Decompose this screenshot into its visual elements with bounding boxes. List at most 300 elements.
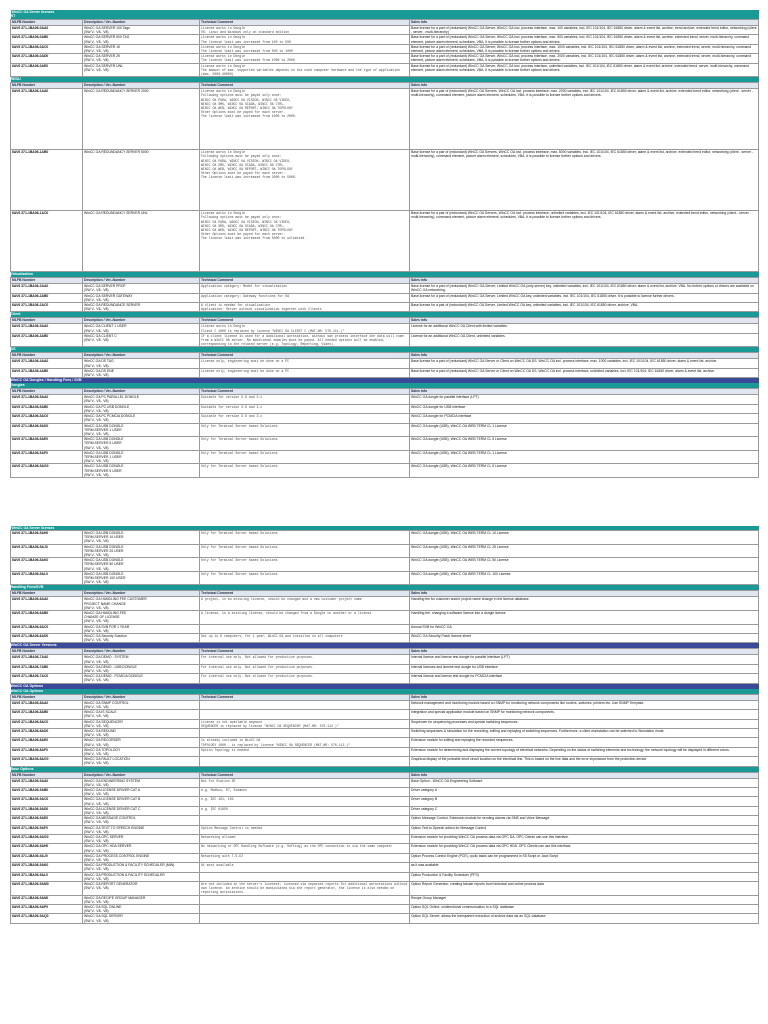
cell-comment [200,757,410,766]
table-row [11,905,759,914]
cell-description: WinCC OA USB DONGLE TERM.SERVER 1 USER (SW V.. V8.. V8) [83,450,200,464]
table-row [11,611,759,625]
cell-sales-info: Base license for a part of (redundant) WinCC OA Server or Client on WinCC OA DS, WinCC OA incl. process interface, unlimited variables, incl. IEC 101/104, IEC 61850 driver, alarm & event list, archive. [410,368,759,377]
cell-comment: Only for Terminal Server based Solutions [200,450,410,464]
cell-part-number: 6AV6 371-1BA06-8AA0 [11,700,83,709]
cell-comment: License works in Dongle The license limit was increased from 1000 to 2000 [200,54,410,63]
table-row [11,35,759,44]
cell-part-number: 6AV6 371-1BA06-7AC0 [11,674,83,683]
cell-part-number: 6AV6 371-1BA06-2AC0 [11,303,83,312]
header-part-number: MLFB Number [11,318,83,324]
cell-part-number: 6AV6 371-1BA06-8AF0 [11,747,83,756]
cell-sales-info: WinCC OA dongle (USB), WinCC OA WEB TERM CL 1 License [410,423,759,437]
cell-part-number: 6AV6 371-1BA06-5AF0 [11,450,83,464]
cell-description: WinCC OA REDUNDANCY SERVER 2000 [83,89,200,150]
header-sales-info: Sales Info [410,278,759,284]
cell-part-number: 6AV6 371-1BA06-5AC0 [11,414,83,423]
cell-part-number: 6AV6 371-1BA06-0AB0 [11,35,83,44]
cell-part-number: 6AV6 371-1BA06-9AQ0 [11,914,83,923]
cell-part-number: 6AV6 371-1BA06-8AC0 [11,719,83,728]
cell-part-number: 6AV6 371-1BA06-8AE0 [11,738,83,747]
table-row [11,26,759,35]
cell-description: WinCC OA PC PARALLEL DONGLE (SW V.. V8.. V8) [83,395,200,404]
cell-description: WinCC OA SERVER 500 TAG (SW V.. V8.. V8) [83,35,200,44]
table-row [11,710,759,719]
cell-sales-info: Option Process Control Engine (PCE), cyclic tasks can be programmed in S5 Script or Java Script [410,853,759,862]
table-row [11,806,759,815]
cell-part-number: 6AV6 371-1BA06-5AB0 [11,404,83,413]
cell-sales-info: Driver category B [410,797,759,806]
cell-description: WinCC OA DS ENE (SW V.. V8.. V8) [83,368,200,377]
table-row [11,719,759,728]
cell-description: WinCC OA PRODUCTION & FACILITY SCHEDULER (SW V.. V8.. V8) [83,872,200,881]
cell-part-number: 6AV6 371-1BA06-5AA0 [11,395,83,404]
table-row [11,895,759,904]
header-part-number: MLFB Number [11,591,83,597]
cell-part-number: 6AV6 371-1BA06-4AA0 [11,359,83,368]
table-row [11,211,759,272]
header-description: Description / Ver.-Number [83,649,200,655]
cell-sales-info: Option SQL Server, allows the transparent execution of archive data via an SQL database [410,914,759,923]
cell-description: WinCC OA CLIENT C (SW V.. V8.. V8) [83,333,200,347]
cell-description: WinCC OA IS SCALE (SW V.. V8.. V8) [83,710,200,719]
cell-sales-info: WinCC OA dongle for PCMCIA interface [410,414,759,423]
cell-comment [200,624,410,633]
cell-comment: Only for Terminal Server based Solutions [200,571,410,585]
cell-comment: Option Message Control is needed [200,825,410,834]
cell-sales-info: Option Production & Facility Scheduler (PFS) [410,872,759,881]
cell-sales-info: Base license for a pair of (redundant) WinCC OA Servers, WinCC OA incl. process interface, max. 5000 variables, incl. IEC 101/104, IEC 61850 driver, alarm & event list, archive, extended trend editor, networking (client - server - multi-hierarchy), command element, picture alarm element, schedules, VBA. It is possible to license further options and drivers. [410,150,759,211]
cell-sales-info: Extension module for providing WinCC OA process data via OPC DA. OPC Clients can use this interface. [410,834,759,843]
cell-comment: License works in Dongle Following options must be payed only once: WINCC OA PARA, WINCC OA VISION, WINCC OA VIDEO, WINCC OA SMS, WINCC OA SCADA, WINCC OA CTRL, WINCC OA WEB, WINCC OA REPORT, WINCC OA TOPOLOGY Other Options must be payed for each server. The license limit was increased from 1000 to 2000. [200,89,410,150]
cell-description: WinCC OA PROCESS CONTROL ENGINE (SW V.. V8.. V8) [83,853,200,862]
header-sales-info: Sales Info [410,389,759,395]
table-row [11,872,759,881]
cell-comment [200,872,410,881]
cell-sales-info: Base license for a part of (redundant) WinCC OA Server, Limited WinCC OA (only server) key, unlimited variables, incl. IEC 101/104, IEC 61850 driver, alarm & event list, archive, VBA. No further options or drivers are available on WinCC OA networking. [410,284,759,293]
header-description: Description / Ver.-Number [83,694,200,700]
cell-comment [200,816,410,825]
section-title: DS [11,347,759,353]
header-description: Description / Ver.-Number [83,20,200,26]
cell-description: WinCC OA REDUNDANCY SERVER 5000 [83,150,200,211]
table-row [11,284,759,293]
cell-description: WinCC OA REDUND (SW V.. V8.. V8) [83,728,200,737]
table-row [11,597,759,611]
license-table-page-1 [10,10,759,478]
section-title: RT [11,14,759,20]
cell-comment: e.g. IEC 101, 104 [200,797,410,806]
cell-part-number: 6AV6 371-1BA06-0AD0 [11,54,83,63]
table-row [11,44,759,53]
cell-sales-info: WinCC OA dongle (USB), WinCC OA WEB TERM CL 10 License [410,531,759,545]
table-row [11,571,759,585]
cell-part-number: 6AV6 371-1BA06-0AA0 [11,26,83,35]
header-sales-info: Sales Info [410,591,759,597]
header-comment: Technical Comment [200,20,410,26]
cell-comment: Only for Terminal Server based Solutions [200,544,410,558]
cell-description: WinCC OA SERVER 2K (SW V.. V8.. V8) [83,54,200,63]
table-row [11,414,759,423]
cell-sales-info: Base license for a part of (redundant) WinCC OA Server, Limited WinCC OA key, unlimited variables, incl. IEC 101/104, IEC 61850 driver. It is possible to license further drivers. [410,293,759,302]
cell-sales-info: Option Report Generator, creating tabular reports from historical and online process data [410,882,759,896]
cell-sales-info: Option SQL Online, unidirectional communication to a SQL database [410,905,759,914]
table-row [11,834,759,843]
cell-part-number: 6AV6 371-1BA06-9AG0 [11,834,83,843]
cell-description: WinCC OA Security Solution (SW V.. V8.. V8) [83,634,200,643]
cell-sales-info: Internal license and license test dongle for parallel interface (LPT) [410,655,759,664]
cell-part-number: 6AV6 371-1BA06-8AB0 [11,710,83,719]
cell-sales-info: Extension module for providing WinCC OA process data via OPC HDA. OPC Clients can use this interface. [410,844,759,853]
cell-part-number: 6AV6 371-1BA06-8AD0 [11,728,83,737]
cell-sales-info: Base license for a part of (redundant) WinCC OA Server or Client on WinCC OA DS, WinCC OA incl. process interface, max. 1000 variables, incl. IEC 101/104, IEC 61850 driver, alarm & event list, archive. [410,359,759,368]
cell-comment: Suitable for version 3.6 and 3.x [200,404,410,413]
cell-part-number: 6AV6 371-1BA06-9AF0 [11,825,83,834]
cell-comment: Only for Terminal Server based Solutions [200,423,410,437]
header-comment: Technical Comment [200,318,410,324]
sheet-page-1 [10,10,758,478]
cell-part-number: 6AV6 371-1BA06-1AB0 [11,150,83,211]
cell-part-number: 6AV6 371-1BA06-5AG0 [11,464,83,478]
cell-comment [200,728,410,737]
cell-part-number: 6AV6 371-1BA06-9AM0 [11,882,83,896]
header-description: Description / Ver.-Number [83,83,200,89]
cell-part-number: 6AV6 371-1BA06-9AB0 [11,787,83,796]
cell-comment: Not for Station SE [200,778,410,787]
table-row [11,450,759,464]
table-row [11,844,759,853]
cell-description: WinCC OA SERVER GATEWAY (SW V.. V8.. V8) [83,293,200,302]
cell-sales-info: Network management and monitoring module based on SNMP for monitoring network components like routers, switches, printers etc. Use SNMP Template. [410,700,759,709]
cell-comment: License works in Dongle Following options must be payed only once: WINCC OA PARA, WINCC OA VISION, WINCC OA VIDEO, WINCC OA SMS, WINCC OA SCADA, WINCC OA CTRL, WINCC OA WEB, WINCC OA REPORT, WINCC OA TOPOLOGY Other Options must be payed for each server. The license limit was increased from 2000 to 5000. [200,150,410,211]
table-row [11,359,759,368]
header-comment: Technical Comment [200,649,410,655]
cell-sales-info: Internal license and license test dongle for PCMCIA interface [410,674,759,683]
cell-sales-info: License for an additional WinCC OA Client with limited variables. [410,324,759,333]
header-comment: Technical Comment [200,591,410,597]
cell-description: WinCC OA FAULT LOCATION (SW V.. V8.. V8) [83,757,200,766]
table-row [11,423,759,437]
cell-description: WinCC OA SERVER 1K (SW V.. V8.. V8) [83,44,200,53]
sheet-title-text: WinCC OA Server licenses [11,526,759,531]
header-sales-info: Sales Info [410,694,759,700]
cell-description: WinCC OA SVB FOR 1 YEAR (SW V.. V8.. V8) [83,624,200,633]
header-comment: Technical Comment [200,772,410,778]
header-description: Description / Ver.-Number [83,772,200,778]
table-row [11,464,759,478]
cell-sales-info: WinCC OA dongle (USB), WinCC OA WEB TERM CL 50 License [410,558,759,572]
header-part-number: MLFB Number [11,278,83,284]
cell-sales-info: Integration and special application module based on SNMP for monitoring network components. [410,710,759,719]
cell-comment: If a client licence is used for a additional workstation, without own process interface the data will come from a WinCC OA server. No additional modules must be payed. All needed options will be enabled, corresponding to the related server (e.g. Topology, Reporting, Video). [200,333,410,347]
header-description: Description / Ver.-Number [83,278,200,284]
table-row [11,914,759,923]
cell-description: WinCC OA SEQUENCER (SW V.. V8.. V8) [83,719,200,728]
cell-part-number: 6AV6 371-1BA06-6AC0 [11,624,83,633]
table-row [11,404,759,413]
section-title: Dongles [11,383,759,389]
cell-part-number: 6AV6 371-1BA06-5AL0 [11,571,83,585]
cell-comment: License works in Dongle Client C 1000 is replaced by license "WINCC OA CLIENT C (MAT-NR: 570-111-)" [200,324,410,333]
cell-description: WinCC OA SERVER UNL (SW V.. V8.. V8) [83,63,200,77]
license-table-page-2 [10,526,759,924]
cell-part-number: 6AV6 371-1BA06-9AD0 [11,806,83,815]
cell-description: WinCC OA USB DONGLE TERM.SERVER 5 USER (SW V.. V8.. V8) [83,437,200,451]
cell-description: WinCC OA SQL ONLINE (SW V.. V8.. V8) [83,905,200,914]
cell-description: WinCC OA LICENSE DRIVER CAT B (SW V.. V8.. V8) [83,797,200,806]
cell-description: WinCC OA TOPOLOGY (SW V.. V8.. V8) [83,747,200,756]
table-row [11,531,759,545]
cell-part-number: 6AV6 371-1BA06-2AB0 [11,293,83,302]
cell-comment: Are not included in the server's licenses; licensed via separate reports for additional workstations without own license. An archive should be manipulated via the report generator, the license is also needed on reporting workstations. [201,882,410,895]
cell-comment: Application category: Gateway functions for OA [200,293,410,302]
header-comment: Technical Comment [200,389,410,395]
table-body-page-2 [11,526,759,923]
cell-comment: A client is needed for visualization Application: Server without visualization together with Clients [200,303,410,312]
cell-description: WinCC OA USB DONGLE TERM.SERVER 5 USER (SW V.. V8.. V8) [83,464,200,478]
cell-description: WinCC OA DEMO - SYSTEM (SW V.. V8.. V8) [83,655,200,664]
table-row [11,728,759,737]
cell-sales-info: Driver category C [410,806,759,815]
cell-description: WinCC OA SERVER PROF (SW V.. V8.. V8) [83,284,200,293]
cell-part-number: 6AV6 371-1BA06-9AC0 [11,797,83,806]
sheet-page-2 [10,526,758,924]
cell-comment: License works in Dongle OS: Linux and Windows only on standard edition [200,26,410,35]
header-part-number: MLFB Number [11,353,83,359]
header-part-number: MLFB Number [11,20,83,26]
header-part-number: MLFB Number [11,83,83,89]
section-title: WinCC OA Options [11,683,759,689]
table-row [11,655,759,664]
cell-description: WinCC OA REDUNDANCE SERVER (SW V.. V8.. V8) [83,303,200,312]
cell-sales-info: WinCC OA dongle for USB interface [410,404,759,413]
table-row [11,437,759,451]
cell-description: WinCC OA REDUNDANCY SERVER UNL [83,211,200,272]
cell-comment: Networking allowed [200,834,410,843]
cell-description: WinCC OA MESSAGE CONTROL (SW V.. V8.. V8) [83,816,200,825]
cell-comment: For internal use only. Not allowed for productive purposes. [200,664,410,673]
sheet-title-text: WinCC OA Server licenses [11,10,759,14]
cell-description: WinCC OA CLIENT 1 USER (SW V.. V8.. V8) [83,324,200,333]
cell-description: WinCC OA LICENSE DRIVER CAT A (SW V.. V8.. V8) [83,787,200,796]
cell-description: WinCC OA SNMP CONTROL (SW V.. V8.. V8) [83,700,200,709]
header-description: Description / Ver.-Number [83,318,200,324]
header-comment: Technical Comment [200,694,410,700]
table-row [11,757,759,766]
header-description: Description / Ver.-Number [83,353,200,359]
header-description: Description / Ver.-Number [83,591,200,597]
cell-comment: e.g. IEC 61850 [200,806,410,815]
cell-comment: Networking with T-S-E2 [200,853,410,862]
header-part-number: MLFB Number [11,389,83,395]
cell-sales-info: Annual SVB for WinCC OA [410,624,759,633]
cell-description: WinCC OA USB DONGLE TERM.SERVER 25 USER (SW V.. V8.. V8) [83,544,200,558]
cell-comment: A project, in an existing license, should be changed and a new customer project name [200,597,410,611]
cell-comment: License only, engineering must be done on a PC [200,359,410,368]
cell-comment: Application category: Model for visualization [200,284,410,293]
cell-part-number: 6AV6 371-1BA06-9AA0 [11,778,83,787]
cell-part-number: 6AV6 371-1BA06-5AE0 [11,437,83,451]
table-row [11,54,759,63]
cell-sales-info: Option Text to Speech addon for Message Control [410,825,759,834]
cell-part-number: 6AV6 371-1BA06-9AH0 [11,844,83,853]
cell-sales-info: WinCC OA dongle (USB), WinCC OA WEB TERM CL 100 License [410,571,759,585]
cell-comment: License works in Dongle Following options must be payed only once: WINCC OA PARA, WINCC OA VISION, WINCC OA VIDEO, WINCC OA SMS, WINCC OA SCADA, WINCC OA CTRL, WINCC OA WEB, WINCC OA REPORT, WINCC OA TOPOLOGY Other Options must be payed for each server. The license limit was increased from 5000 to unlimited. [200,211,410,272]
cell-description: WinCC OA RECIPE GROUP MANAGER (SW V.. V8.. V8) [83,895,200,904]
cell-sales-info: WinCC OA dongle (USB), WinCC OA WEB TERM CL 5 License [410,464,759,478]
cell-part-number: 6AV6 371-1BA06-9AK0 [11,863,83,872]
cell-sales-info: Base license for a part of (redundant) WinCC OA Server, WinCC OA incl. process interface, max. 100 variables, incl. IEC 101/104, IEC 61850 driver, alarm & event list, archive, trend archive, extended trend editor, networking (client - server - multi-hierarchy) [411,26,758,35]
table-body-page-1 [11,10,759,477]
cell-part-number: 6AV6 371-1BA06-9AN0 [11,895,83,904]
cell-sales-info: Base license for a part of (redundant) WinCC OA Server, WinCC OA incl. process interface, max. 1000 variables, incl. IEC 101/104, IEC 61850 driver, alarm & event list, archive, extended trend, server, multi-hierarchy, command element, picture alarm element, schedules, VBA. It is possible to license further options and drivers. [410,44,759,53]
cell-description: WinCC OA PC PCMCIA DONGLE (SW V.. V8.. V8) [83,414,200,423]
header-sales-info: Sales Info [410,83,759,89]
cell-description: WinCC OA HANDLING FEE CUSTOMER PROJECT NAME CHANGE (SW V.. V8.. V8) [83,597,200,611]
cell-comment: Set up to 6 computers, for 1 year, WinCC OA and installed on all computers [200,634,410,643]
cell-description: WinCC OA HANDLING FEE CHANGE OF LICENSE (SW V.. V8.. V8) [83,611,200,625]
table-row [11,700,759,709]
header-description: Description / Ver.-Number [83,389,200,395]
cell-sales-info: Base Option - WinCC OA Engineering Software [410,778,759,787]
cell-comment: e.g. Modbus, S7, Siemens [200,787,410,796]
cell-description: WinCC OA SERVER 100 Tags (SW V.. V8.. V8) [83,26,200,35]
section-title: Virtualization [11,272,759,278]
header-sales-info: Sales Info [410,353,759,359]
table-row [11,738,759,747]
section-title: Client [11,312,759,318]
table-row [11,747,759,756]
table-row [11,303,759,312]
cell-sales-info: Base license for a pair of (redundant) WinCC OA Server, Limited WinCC OA key, unlimited variables, incl. IEC 101/104, IEC 61850 driver, archive, VBA. [410,303,759,312]
table-row [11,293,759,302]
cell-part-number: 6AV6 371-1BA06-9AJ0 [11,853,83,862]
cell-comment: No networking or OPC Handling Software (e.g. Softing) as the OPC connection is via the same computer [200,844,410,853]
section-title: Base Options [11,766,759,772]
table-row [11,778,759,787]
cell-description: WinCC OA ENGINEERING SYSTEM (SW V.. V8.. V8) [83,778,200,787]
table-row [11,89,759,150]
section-title: Handling Fees/SVB [11,585,759,591]
cell-part-number: 6AV6 371-1BA06-6AB0 [11,611,83,625]
table-row [11,853,759,862]
cell-description: WinCC OA USB DONGLE TERM.SERVER 50 USER (SW V.. V8.. V8) [83,558,200,572]
cell-comment: Only for Terminal Server based Solutions [200,464,410,478]
cell-sales-info: Base license for a part of (redundant) WinCC OA Server, WinCC OA incl. process interface, unlimited variables, incl. IEC 101/104, IEC 61850 driver, alarm & event list, archive, extended trend, server, multi-hierarchy, command element, picture alarm element, schedules, VBA. It is possible to license further options and drivers. [410,63,759,77]
header-part-number: MLFB Number [11,694,83,700]
cell-description: WinCC OA PRODUCTION & FACILITY SCHEDULER (MIN) (SW V.. V8.. V8) [83,863,200,872]
cell-part-number: 6AV6 371-1BA06-5AD0 [11,423,83,437]
cell-part-number: 6AV6 371-1BA06-3AB0 [11,333,83,347]
header-comment: Technical Comment [200,278,410,284]
cell-part-number: 6AV6 371-1BA06-7AB0 [11,664,83,673]
header-part-number: MLFB Number [11,649,83,655]
cell-comment: Only for Terminal Server based Solutions [200,437,410,451]
table-row [11,634,759,643]
cell-sales-info: Extension module for editing and replaying the recorded sequences. [410,738,759,747]
cell-comment [200,710,410,719]
cell-description: WinCC OA LICENSE DRIVER CAT C (SW V.. V8.. V8) [83,806,200,815]
cell-part-number: 6AV6 371-1BA06-1AC0 [11,211,83,272]
section-title: REDU [11,77,759,83]
cell-part-number: 6AV6 371-1BA06-2AA0 [11,284,83,293]
cell-part-number: 6AV6 371-1BA06-5AJ0 [11,544,83,558]
cell-comment: License only, engineering must be done on a PC [200,368,410,377]
cell-part-number: 6AV6 371-1BA06-5AH0 [11,531,83,545]
cell-comment: Only for Terminal Server based Solutions [200,531,410,545]
table-row [11,558,759,572]
cell-sales-info: WinCC OA Security Patch license sheet [410,634,759,643]
cell-description: WinCC OA USB DONGLE TERM.SERVER 10 USER (SW V.. V8.. V8) [83,531,200,545]
cell-part-number: 6AV6 371-1BA06-7AA0 [11,655,83,664]
table-row [11,816,759,825]
cell-description: WinCC OA TEXT TO SPEECH ENGINE (SW V.. V8.. V8) [83,825,200,834]
cell-sales-info: WinCC OA dongle (USB), WinCC OA WEB TERM CL 25 License [410,544,759,558]
table-row [11,825,759,834]
cell-sales-info: Internal licenses and license test dongle for USB interface [410,664,759,673]
cell-description: WinCC OA DEMO - USB DONGLE (SW V.. V8.. V8) [83,664,200,673]
cell-part-number: 6AV6 371-1BA06-8AG0 [11,757,83,766]
cell-description: WinCC OA SQL SERVER (SW V.. V8.. V8) [83,914,200,923]
cell-comment [200,895,410,904]
cell-part-number: 6AV6 371-1BA06-0AE0 [11,63,83,77]
table-row [11,882,759,896]
cell-sales-info: License for an additional WinCC OA Client, unlimited variables. [410,333,759,347]
cell-description: WinCC OA RECORDER (SW V.. V8.. V8) [83,738,200,747]
header-sales-info: Sales Info [410,772,759,778]
header-comment: Technical Comment [200,353,410,359]
cell-part-number: 6AV6 371-1BA06-3AA0 [11,324,83,333]
table-row [11,63,759,77]
table-row [11,664,759,673]
cell-sales-info: Option Message Control, Extension module for sending alarms via SMS and Voice Message [410,816,759,825]
section-title: WinCC OA Server Versions [11,643,759,649]
cell-sales-info: Switching sequences & simulation for the recording, editing and replaying of switching sequences. Furthermore, a client workstation can be switched to Simulation mode. [410,728,759,737]
cell-comment: Is already included in WinCC OA TOPOLOGY 1000 - is replaced by license "WINCC OA SEQUENCER (MAT-NR: 570-112-)" [200,738,410,747]
cell-sales-info: Handling fee, changing a software license into a dongle license [410,611,759,625]
cell-description: WinCC OA REPORT GENERATOR (SW V.. V8.. V8) [83,882,200,896]
table-row [11,797,759,806]
cell-part-number: 6AV6 371-1BA06-0AC0 [11,44,83,53]
cell-description: WinCC OA DS TAG (SW V.. V8.. V8) [83,359,200,368]
table-row [11,624,759,633]
cell-sales-info: Handling fee for customer and/or project name change in the license database. [410,597,759,611]
header-comment: Technical Comment [200,83,410,89]
section-title: WinCC OA Dongles / Handling Fees / SVB [11,378,759,384]
cell-description: WinCC OA USB DONGLE TERM.SERVER 1 USER (SW V.. V8.. V8) [83,423,200,437]
cell-sales-info: Sequencer for sequencing processes and special switching sequences. [410,719,759,728]
cell-comment [200,700,410,709]
cell-part-number: 6AV6 371-1BA06-6AD0 [11,634,83,643]
cell-comment [200,905,410,914]
cell-comment: At most available [200,863,410,872]
cell-comment: License works in Dongle The amount of max. supported variables depends on the used computer hardware and the type of application (max. 5000-40000) [200,63,410,77]
cell-comment [200,914,410,923]
table-row [11,674,759,683]
cell-sales-info: Base license for a pair of (redundant) WinCC OA Servers, WinCC OA incl. process interface, max. 2000 variables, incl. IEC 101/104, IEC 61850 driver, alarm & event list, archive, extended trend editor, networking (client - server - multi-hierarchy), command element, picture alarm element, schedules, VBA. It is possible to license further options and drivers. [410,89,759,150]
cell-sales-info: Graphical display of the probable short circuit location on the electrical line. This is based on the line data and the error impedance from the protection device. [410,757,759,766]
cell-description: WinCC OA OPC HDA SERVER (SW V.. V8.. V8) [83,844,200,853]
cell-comment: License is not available anymore SEQUENCER is replaced by license "WINCC OA SEQUENCER (MAT-NR: 570-112-)" [200,719,410,728]
cell-part-number: 6AV6 371-1BA06-9AL0 [11,872,83,881]
table-row [11,324,759,333]
cell-description: WinCC OA DEMO - PCMCIA DONGLE (SW V.. V8.. V8) [83,674,200,683]
cell-comment: A license, in a existing license, should be changed from a Dongle to another or a license [200,611,410,625]
table-row [11,395,759,404]
cell-sales-info: WinCC OA dongle (USB), WinCC OA WEB TERM CL 1 License [410,450,759,464]
cell-part-number: 6AV6 371-1BA06-1AA0 [11,89,83,150]
table-row [11,863,759,872]
